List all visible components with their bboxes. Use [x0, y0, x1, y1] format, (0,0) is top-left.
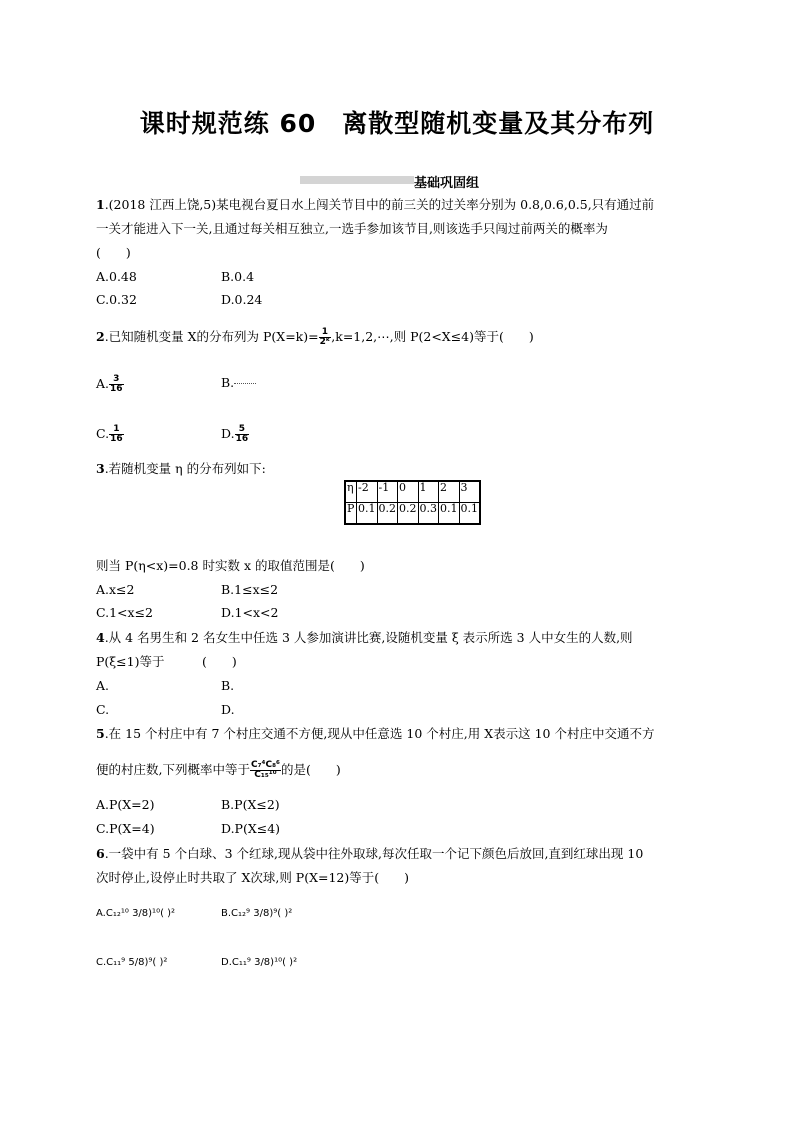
q2-line1 [96, 328, 534, 347]
page-title: 课时规范练 60 离散型随机变量及其分布列 [139, 109, 655, 138]
q4-option-a: A. [96, 678, 110, 693]
q6-d-frac: 3/8 [254, 957, 271, 968]
q1-option-a: A.0.48 [96, 269, 137, 284]
table-cell: P [345, 503, 357, 525]
q4-text1: .从 4 名男生和 2 名女生中任选 3 人参加演讲比赛,设随机变量 ξ 表示所选 3 人中女生的人数,则 [104, 630, 633, 645]
table-cell: 0.1 [459, 503, 480, 525]
q3-line1 [96, 461, 266, 477]
q2-c-num: 1 [109, 425, 124, 435]
q1-line3: ( ) [96, 245, 131, 260]
q6-option-a [96, 906, 175, 922]
q6-text1: .一袋中有 5 个白球、3 个红球,现从袋中往外取球,每次任取一个记下颜色后放回,直到红球出现 10 [104, 846, 644, 861]
q6-c-frac: 5/8 [128, 957, 145, 968]
q4-option-d: D. [221, 702, 235, 717]
q5-option-c: C.P(X=4) [96, 821, 155, 836]
q2-post: ,k=1,2,⋯,则 P(2<X≤4)等于( ) [331, 329, 534, 344]
q2-d-den: 16 [235, 434, 249, 444]
q5-line2 [96, 761, 341, 780]
table-row [345, 503, 480, 525]
q5-frac-den: C₁₅¹⁰ [254, 770, 277, 780]
table-cell: 0.2 [398, 503, 419, 525]
q2-c-label: C. [96, 426, 110, 441]
q1-option-d: D.0.24 [221, 292, 263, 307]
q5-post2: 的是( ) [280, 762, 341, 777]
q2-a-label: A. [96, 376, 110, 391]
q2-number: 2 [96, 329, 105, 344]
q2-option-b [221, 375, 256, 391]
distribution-table [344, 480, 481, 525]
q2-a-den: 16 [110, 384, 123, 394]
q6-b-rest: )⁹( )² [269, 908, 293, 919]
q3-option-b: B.1≤x≤2 [221, 582, 279, 597]
q5-line1 [96, 726, 654, 742]
q2-b-label: B. [221, 375, 235, 390]
q6-d-rest: )¹⁰( )² [270, 957, 298, 968]
q2-option-d [221, 425, 249, 444]
q6-b-label: B.C₁₂⁹ [221, 908, 251, 919]
q2-a-frac [109, 375, 124, 394]
q2-option-a [96, 375, 124, 394]
q2-frac-num: 1 [319, 328, 332, 338]
table-cell: -1 [377, 481, 398, 503]
q6-option-c [96, 955, 167, 971]
q6-d-label: D.C₁₁⁹ [221, 957, 251, 968]
q5-text1: .在 15 个村庄中有 7 个村庄交通不方便,现从中任意选 10 个村庄,用 X表示这 10 个村庄中交通不方 [104, 726, 655, 741]
q4-number: 4 [96, 630, 105, 645]
table-cell: 0 [398, 481, 419, 503]
q3-line2: 则当 P(η<x)=0.8 时实数 x 的取值范围是( ) [96, 558, 365, 573]
q6-c-label: C.C₁₁⁹ [96, 957, 126, 968]
q6-number: 6 [96, 846, 105, 861]
q6-line2: 次时停止,设停止时共取了 X次球,则 P(X=12)等于( ) [96, 870, 409, 885]
q6-option-d [221, 955, 297, 971]
table-cell: 0.1 [439, 503, 460, 525]
q6-a-frac: 3/8 [132, 908, 149, 919]
q2-a-num: 3 [109, 375, 124, 385]
q6-b-frac: 3/8 [253, 908, 270, 919]
table-row [345, 481, 480, 503]
q1-option-c: C.0.32 [96, 292, 137, 307]
q3-option-c: C.1<x≤2 [96, 605, 153, 620]
q3-number: 3 [96, 461, 105, 476]
q1-line1 [96, 197, 654, 213]
q2-frac-den: 2ᵏ [319, 337, 331, 347]
q5-option-b: B.P(X≤2) [221, 797, 280, 812]
q2-d-num: 5 [235, 425, 250, 435]
q6-option-b [221, 906, 292, 922]
q4-option-c: C. [96, 702, 110, 717]
q2-option-c [96, 425, 124, 444]
q5-fraction [250, 761, 281, 780]
q1-option-b: B.0.4 [221, 269, 255, 284]
q3-text: .若随机变量 η 的分布列如下: [104, 461, 266, 476]
table-cell: η [345, 481, 357, 503]
q6-line1 [96, 846, 643, 862]
q4-line2: P(ξ≤1)等于 ( ) [96, 654, 237, 669]
q5-option-d: D.P(X≤4) [221, 821, 281, 836]
q2-pre: .已知随机变量 X的分布列为 P(X=k)= [104, 329, 319, 344]
section-label: 基础巩固组 [414, 176, 480, 191]
section-bar [300, 176, 414, 184]
table-cell: 2 [439, 481, 460, 503]
q5-frac-num: C₇⁴C₈⁶ [250, 760, 280, 770]
q3-option-a: A.x≤2 [96, 582, 135, 597]
q6-a-rest: )¹⁰( )² [148, 908, 176, 919]
table-cell: 0.3 [418, 503, 439, 525]
q4-line1 [96, 630, 633, 646]
q5-pre2: 便的村庄数,下列概率中等于 [96, 762, 250, 777]
q5-number: 5 [96, 726, 105, 741]
table-cell: 0.2 [377, 503, 398, 525]
q1-number: 1 [96, 197, 105, 212]
q2-c-den: 16 [110, 434, 123, 444]
table-cell: 1 [418, 481, 439, 503]
q4-option-b: B. [221, 678, 235, 693]
q2-c-frac [109, 425, 124, 444]
q1-line2: 一关才能进入下一关,且通过每关相互独立,一选手参加该节目,则该选手只闯过前两关的概率为 [96, 221, 608, 236]
q6-a-label: A.C₁₂¹⁰ [96, 908, 129, 919]
q2-d-label: D. [221, 426, 235, 441]
q2-fraction [319, 328, 332, 347]
table-cell: 0.1 [357, 503, 378, 525]
q6-c-rest: )⁹( )² [144, 957, 168, 968]
table-cell: -2 [357, 481, 378, 503]
table-cell: 3 [459, 481, 480, 503]
q5-option-a: A.P(X=2) [96, 797, 155, 812]
q2-b-image-placeholder [234, 383, 256, 384]
q3-option-d: D.1<x<2 [221, 605, 279, 620]
q1-text1: .(2018 江西上饶,5)某电视台夏日水上闯关节目中的前三关的过关率分别为 0.8,0.6,0.5,只有通过前 [104, 197, 655, 212]
q2-d-frac [235, 425, 250, 444]
